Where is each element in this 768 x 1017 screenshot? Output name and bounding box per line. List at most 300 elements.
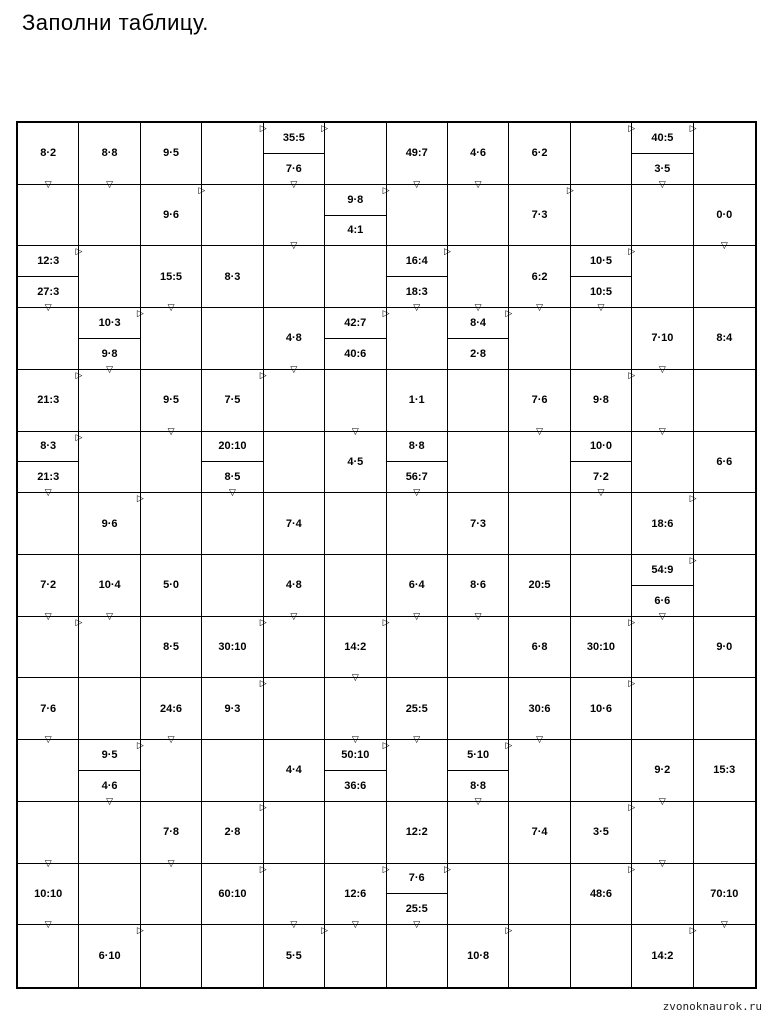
table-cell[interactable] — [509, 308, 570, 370]
arrow-right-icon: ▷ — [689, 123, 697, 133]
table-cell[interactable] — [448, 617, 509, 679]
cell-expression: 1·1 — [408, 394, 425, 407]
arrow-down-icon: ▽ — [658, 425, 666, 436]
table-cell — [571, 616, 636, 679]
table-cell — [18, 431, 83, 498]
table-cell[interactable] — [448, 370, 509, 432]
cell-expression: 14:2 — [344, 641, 367, 654]
table-cell — [18, 678, 79, 745]
table-cell[interactable] — [509, 740, 570, 802]
arrow-right-icon: ▷ — [136, 925, 144, 936]
table-cell[interactable] — [18, 802, 79, 868]
cell-expression: 4·8 — [285, 579, 302, 592]
table-cell[interactable] — [694, 493, 755, 555]
table-cell — [264, 925, 329, 987]
arrow-right-icon: ▷ — [628, 801, 636, 812]
table-cell[interactable] — [632, 802, 693, 868]
table-cell — [79, 123, 140, 189]
table-cell[interactable] — [694, 370, 755, 432]
cell-expression: 6·10 — [98, 950, 121, 963]
cell-expression: 6·4 — [408, 579, 425, 592]
arrow-down-icon: ▽ — [658, 857, 666, 868]
arrow-right-icon: ▷ — [566, 184, 574, 195]
cell-expression: 24:6 — [160, 702, 183, 715]
arrow-down-icon: ▽ — [44, 857, 52, 868]
table-cell — [18, 555, 79, 621]
cell-expression: 8:4 — [716, 332, 733, 345]
arrow-right-icon: ▷ — [382, 184, 390, 195]
table-cell — [694, 617, 755, 679]
table-cell[interactable] — [694, 123, 755, 185]
cell-expression: 3·5 — [654, 162, 671, 175]
cell-expression: 6·6 — [716, 455, 733, 468]
arrow-down-icon: ▽ — [44, 734, 52, 745]
arrow-right-icon: ▷ — [382, 863, 390, 874]
cell-expression: 7·2 — [593, 471, 609, 484]
cell-expression: 25:5 — [405, 702, 428, 715]
arrow-right-icon: ▷ — [75, 616, 83, 627]
cell-expression: 27:3 — [37, 286, 60, 299]
cell-expression: 9·2 — [654, 764, 671, 777]
arrow-right-icon: ▷ — [75, 431, 83, 442]
watermark-url: zvonoknaurok.ru — [662, 1000, 762, 1013]
arrow-down-icon: ▽ — [536, 734, 543, 745]
table-cell[interactable] — [264, 617, 325, 679]
table-cell — [632, 925, 697, 987]
table-cell — [571, 369, 636, 432]
table-cell[interactable] — [448, 432, 509, 494]
arrow-down-icon: ▽ — [351, 919, 359, 930]
table-cell — [264, 308, 325, 374]
table-cell — [571, 432, 632, 498]
table-cell — [632, 308, 693, 374]
cell-expression: 40:5 — [632, 123, 692, 154]
table-cell[interactable] — [141, 432, 202, 494]
arrow-right-icon: ▷ — [628, 616, 636, 627]
table-cell[interactable] — [18, 925, 79, 987]
cell-expression: 10·6 — [589, 702, 612, 715]
table-cell[interactable] — [632, 185, 693, 247]
table-cell — [202, 678, 267, 740]
cell-expression: 8·8 — [101, 147, 118, 160]
table-cell[interactable] — [141, 493, 202, 555]
cell-expression: 7·4 — [285, 517, 302, 530]
table-cell[interactable] — [571, 185, 632, 247]
arrow-down-icon: ▽ — [720, 240, 728, 251]
cell-expression: 7·6 — [285, 162, 302, 175]
cell-expression: 56:7 — [405, 471, 428, 484]
cell-expression: 12:2 — [405, 826, 428, 839]
cell-expression: 8·6 — [470, 579, 487, 592]
cell-expression: 8·4 — [448, 308, 508, 339]
table-cell[interactable] — [325, 123, 386, 185]
cell-expression: 8·3 — [224, 270, 241, 283]
arrow-right-icon: ▷ — [689, 493, 697, 504]
table-cell — [202, 369, 267, 432]
table-cell — [325, 740, 390, 802]
cell-expression: 54:9 — [632, 555, 692, 586]
cell-expression: 18:3 — [405, 286, 428, 299]
table-cell[interactable] — [448, 864, 509, 926]
arrow-right-icon: ▷ — [259, 801, 267, 812]
table-cell[interactable] — [264, 370, 325, 432]
table-cell — [694, 185, 755, 251]
table-cell — [509, 370, 570, 436]
table-cell[interactable] — [694, 925, 755, 987]
table-cell[interactable] — [79, 802, 140, 864]
cell-expression: 9·6 — [101, 517, 118, 530]
cell-expression: 30:10 — [586, 641, 616, 654]
table-cell — [202, 863, 267, 926]
table-cell[interactable] — [509, 432, 570, 494]
table-cell[interactable] — [202, 740, 263, 802]
table-cell[interactable] — [325, 925, 386, 987]
table-cell — [79, 308, 144, 374]
arrow-down-icon: ▽ — [351, 672, 359, 683]
cell-expression: 8·3 — [18, 432, 78, 463]
cell-expression: 4·5 — [347, 455, 364, 468]
arrow-right-icon: ▷ — [505, 740, 513, 751]
arrow-right-icon: ▷ — [136, 740, 144, 751]
table-cell[interactable] — [18, 740, 79, 802]
table-cell[interactable] — [202, 123, 267, 185]
table-cell — [571, 246, 636, 313]
cell-expression: 4:1 — [347, 224, 364, 237]
table-cell[interactable] — [264, 432, 325, 494]
table-cell[interactable] — [571, 308, 632, 370]
arrow-right-icon: ▷ — [75, 246, 83, 257]
cell-expression: 8·8 — [470, 779, 487, 792]
arrow-down-icon: ▽ — [720, 919, 728, 930]
arrow-down-icon: ▽ — [106, 610, 114, 621]
table-cell[interactable] — [79, 370, 140, 432]
table-cell[interactable] — [141, 740, 202, 802]
cell-expression: 4·6 — [101, 779, 118, 792]
table-cell[interactable] — [387, 308, 448, 370]
table-cell — [387, 678, 448, 745]
table-cell[interactable] — [325, 555, 386, 617]
table-cell[interactable] — [79, 246, 140, 308]
arrow-down-icon: ▽ — [413, 734, 421, 745]
table-cell[interactable] — [79, 678, 140, 740]
arrow-right-icon: ▷ — [136, 493, 144, 504]
cell-expression: 10:10 — [34, 887, 63, 900]
arrow-down-icon: ▽ — [474, 795, 482, 806]
arrow-down-icon: ▽ — [167, 857, 175, 868]
arrow-down-icon: ▽ — [474, 178, 482, 189]
table-cell[interactable] — [509, 864, 570, 926]
arrow-right-icon: ▷ — [259, 678, 267, 689]
table-cell — [509, 802, 570, 864]
table-cell — [632, 555, 697, 621]
table-cell[interactable] — [387, 740, 448, 802]
arrow-right-icon: ▷ — [382, 616, 390, 627]
arrow-right-icon: ▷ — [628, 678, 636, 689]
cell-expression: 25:5 — [405, 903, 428, 916]
cell-expression: 10·5 — [571, 246, 631, 277]
cell-expression: 12:3 — [18, 246, 78, 277]
table-cell[interactable] — [264, 802, 325, 864]
arrow-down-icon: ▽ — [44, 487, 52, 498]
table-cell[interactable] — [632, 246, 693, 308]
table-cell — [18, 369, 83, 432]
cell-expression: 21:3 — [37, 394, 60, 407]
table-cell[interactable] — [325, 370, 386, 436]
arrow-down-icon: ▽ — [597, 487, 605, 498]
arrow-down-icon: ▽ — [658, 178, 666, 189]
cell-expression: 6·8 — [531, 641, 548, 654]
arrow-down-icon: ▽ — [290, 610, 298, 621]
cell-expression: 30:6 — [528, 702, 551, 715]
arrow-right-icon: ▷ — [259, 616, 267, 627]
arrow-down-icon: ▽ — [658, 795, 666, 806]
cell-expression: 9·0 — [716, 641, 733, 654]
table-cell[interactable] — [202, 185, 263, 247]
arrow-down-icon: ▽ — [474, 302, 482, 313]
table-cell — [202, 801, 267, 864]
table-cell — [509, 555, 570, 617]
arrow-down-icon: ▽ — [413, 610, 421, 621]
table-cell[interactable] — [18, 493, 79, 555]
table-cell[interactable] — [18, 616, 83, 679]
table-cell[interactable] — [18, 185, 79, 247]
table-cell — [509, 123, 570, 185]
table-cell[interactable] — [509, 925, 570, 987]
table-cell — [79, 740, 144, 806]
table-cell[interactable] — [571, 740, 632, 802]
arrow-down-icon: ▽ — [290, 240, 298, 251]
arrow-down-icon: ▽ — [44, 610, 52, 621]
table-cell[interactable] — [264, 185, 325, 251]
table-cell[interactable] — [632, 864, 693, 926]
arrow-down-icon: ▽ — [413, 919, 421, 930]
arrow-right-icon: ▷ — [628, 246, 636, 257]
table-cell[interactable] — [387, 617, 448, 679]
arrow-down-icon: ▽ — [106, 795, 114, 806]
table-cell[interactable] — [509, 493, 570, 555]
table-cell[interactable] — [694, 246, 755, 308]
table-cell — [387, 802, 448, 864]
arrow-right-icon: ▷ — [628, 863, 636, 874]
page-title: Заполни таблицу. — [22, 10, 209, 35]
table-cell — [632, 123, 697, 189]
table-cell[interactable] — [79, 432, 140, 494]
cell-expression: 8·5 — [224, 471, 241, 484]
cell-expression: 9·5 — [163, 147, 179, 160]
arrow-down-icon: ▽ — [536, 425, 543, 436]
cell-expression: 10·4 — [98, 579, 121, 592]
table-cell[interactable] — [264, 864, 325, 930]
table-cell — [694, 740, 755, 802]
table-cell[interactable] — [571, 493, 632, 555]
table-cell[interactable] — [141, 864, 202, 926]
cell-expression: 7·5 — [224, 394, 241, 407]
table-cell[interactable] — [571, 555, 632, 617]
arrow-right-icon: ▷ — [628, 369, 636, 380]
cell-expression: 42:7 — [325, 308, 385, 339]
table-cell[interactable] — [202, 308, 263, 370]
table-cell[interactable] — [387, 925, 448, 987]
arrow-right-icon: ▷ — [321, 123, 329, 133]
cell-expression: 70:10 — [710, 887, 739, 900]
table-cell — [79, 493, 144, 555]
arrow-down-icon: ▽ — [658, 610, 666, 621]
arrow-right-icon: ▷ — [505, 308, 513, 319]
table-cell — [18, 123, 79, 189]
table-cell[interactable] — [202, 925, 263, 987]
cell-expression: 7·8 — [163, 826, 179, 839]
arrow-right-icon: ▷ — [382, 308, 390, 319]
table-cell — [387, 863, 451, 930]
cell-expression: 10:5 — [589, 286, 612, 299]
arrow-down-icon: ▽ — [290, 363, 298, 374]
arrow-down-icon: ▽ — [167, 734, 175, 745]
cell-expression: 35:5 — [264, 123, 324, 154]
table-cell — [79, 555, 140, 621]
cell-expression: 9·8 — [101, 347, 118, 360]
cell-expression: 6·2 — [531, 147, 548, 160]
cell-expression: 5·0 — [163, 579, 179, 592]
table-cell[interactable] — [387, 185, 448, 247]
arrow-down-icon: ▽ — [106, 178, 114, 189]
cell-expression: 15:3 — [713, 764, 736, 777]
table-cell[interactable] — [325, 678, 386, 745]
arrow-down-icon: ▽ — [167, 425, 175, 436]
arrow-right-icon: ▷ — [259, 863, 267, 874]
table-cell — [141, 246, 202, 313]
table-cell[interactable] — [571, 925, 632, 987]
cell-expression: 9·8 — [593, 394, 609, 407]
table-cell[interactable] — [325, 246, 386, 308]
cell-expression: 4·4 — [285, 764, 302, 777]
table-cell[interactable] — [325, 802, 386, 864]
table-cell[interactable] — [264, 246, 325, 308]
cell-expression: 7·10 — [651, 332, 674, 345]
table-cell[interactable] — [448, 678, 509, 740]
table-cell — [264, 123, 329, 189]
table-cell — [509, 246, 570, 313]
cell-expression: 7·2 — [40, 579, 57, 592]
arrow-down-icon: ▽ — [167, 302, 175, 313]
table-cell — [325, 616, 390, 683]
cell-expression: 49:7 — [405, 147, 428, 160]
table-cell — [694, 864, 755, 930]
table-cell — [632, 493, 697, 555]
cell-expression: 12:6 — [344, 887, 367, 900]
table-cell[interactable] — [141, 308, 202, 370]
cell-expression: 6:2 — [531, 270, 548, 283]
table-cell[interactable] — [448, 185, 509, 247]
table-cell[interactable] — [571, 123, 636, 185]
arrow-down-icon: ▽ — [351, 734, 359, 745]
table-cell — [387, 432, 448, 498]
cell-expression: 10·0 — [571, 432, 631, 463]
arrow-down-icon: ▽ — [228, 487, 236, 498]
table-cell[interactable] — [202, 555, 263, 617]
cell-expression: 7·3 — [531, 209, 548, 222]
cell-expression: 4·8 — [285, 332, 302, 345]
cell-expression: 2·8 — [470, 347, 487, 360]
cell-expression: 21:3 — [37, 471, 60, 484]
arrow-down-icon: ▽ — [413, 302, 421, 313]
table-cell — [18, 246, 83, 313]
table-cell — [694, 432, 755, 494]
arrow-right-icon: ▷ — [75, 369, 83, 380]
cell-expression: 18:6 — [651, 517, 674, 530]
table-cell — [387, 555, 448, 621]
arrow-down-icon: ▽ — [290, 919, 298, 930]
table-cell[interactable] — [632, 617, 693, 679]
cell-expression: 7·6 — [531, 394, 548, 407]
cell-expression: 10·8 — [467, 950, 490, 963]
cell-expression: 9·5 — [163, 394, 179, 407]
table-cell — [509, 617, 570, 679]
table-cell[interactable] — [79, 185, 140, 247]
table-cell — [448, 925, 513, 987]
cell-expression: 9·3 — [224, 702, 241, 715]
table-cell — [509, 184, 574, 247]
cell-expression: 10·3 — [79, 308, 139, 339]
cell-expression: 7·4 — [531, 826, 548, 839]
cell-expression: 3·5 — [593, 826, 609, 839]
table-cell[interactable] — [387, 493, 448, 555]
table-cell[interactable] — [202, 493, 263, 555]
arrow-down-icon: ▽ — [658, 363, 666, 374]
cell-expression: 60:10 — [218, 887, 247, 900]
cell-expression: 8·2 — [40, 147, 57, 160]
cell-expression: 7·6 — [387, 864, 447, 895]
table-cell — [141, 123, 202, 185]
table-cell — [571, 863, 636, 926]
arrow-right-icon: ▷ — [443, 246, 451, 257]
table-cell[interactable] — [79, 617, 140, 679]
table-cell[interactable] — [141, 925, 202, 987]
table-cell — [387, 123, 448, 189]
cell-expression: 30:10 — [218, 641, 247, 654]
table-cell[interactable] — [18, 308, 79, 370]
arrow-down-icon: ▽ — [536, 302, 543, 313]
table-cell — [694, 308, 755, 370]
cell-expression: 14:2 — [651, 950, 674, 963]
table-cell[interactable] — [632, 432, 693, 494]
table-cell — [509, 678, 570, 745]
cell-expression: 8·5 — [163, 641, 179, 654]
table-cell[interactable] — [448, 802, 509, 864]
table-cell[interactable] — [632, 370, 693, 436]
table-cell[interactable] — [264, 678, 325, 740]
table-cell[interactable] — [694, 802, 755, 864]
table-cell[interactable] — [694, 555, 755, 617]
arrow-right-icon: ▷ — [443, 863, 451, 874]
arrow-down-icon: ▽ — [290, 178, 298, 189]
table-cell[interactable] — [448, 246, 509, 313]
table-cell[interactable] — [79, 864, 140, 926]
table-cell — [141, 617, 202, 679]
arrow-down-icon: ▽ — [44, 178, 52, 189]
table-cell — [387, 246, 451, 313]
arrow-right-icon: ▷ — [689, 925, 697, 936]
table-cell[interactable] — [632, 678, 693, 740]
table-cell[interactable] — [694, 678, 755, 740]
table-cell[interactable] — [325, 493, 386, 555]
cell-expression: 20:5 — [528, 579, 551, 592]
arrow-down-icon: ▽ — [474, 610, 482, 621]
table-cell — [448, 123, 509, 189]
table-cell — [141, 370, 202, 436]
cell-expression: 5·10 — [448, 740, 508, 771]
table-cell — [448, 555, 509, 621]
cell-expression: 9·8 — [325, 185, 385, 216]
